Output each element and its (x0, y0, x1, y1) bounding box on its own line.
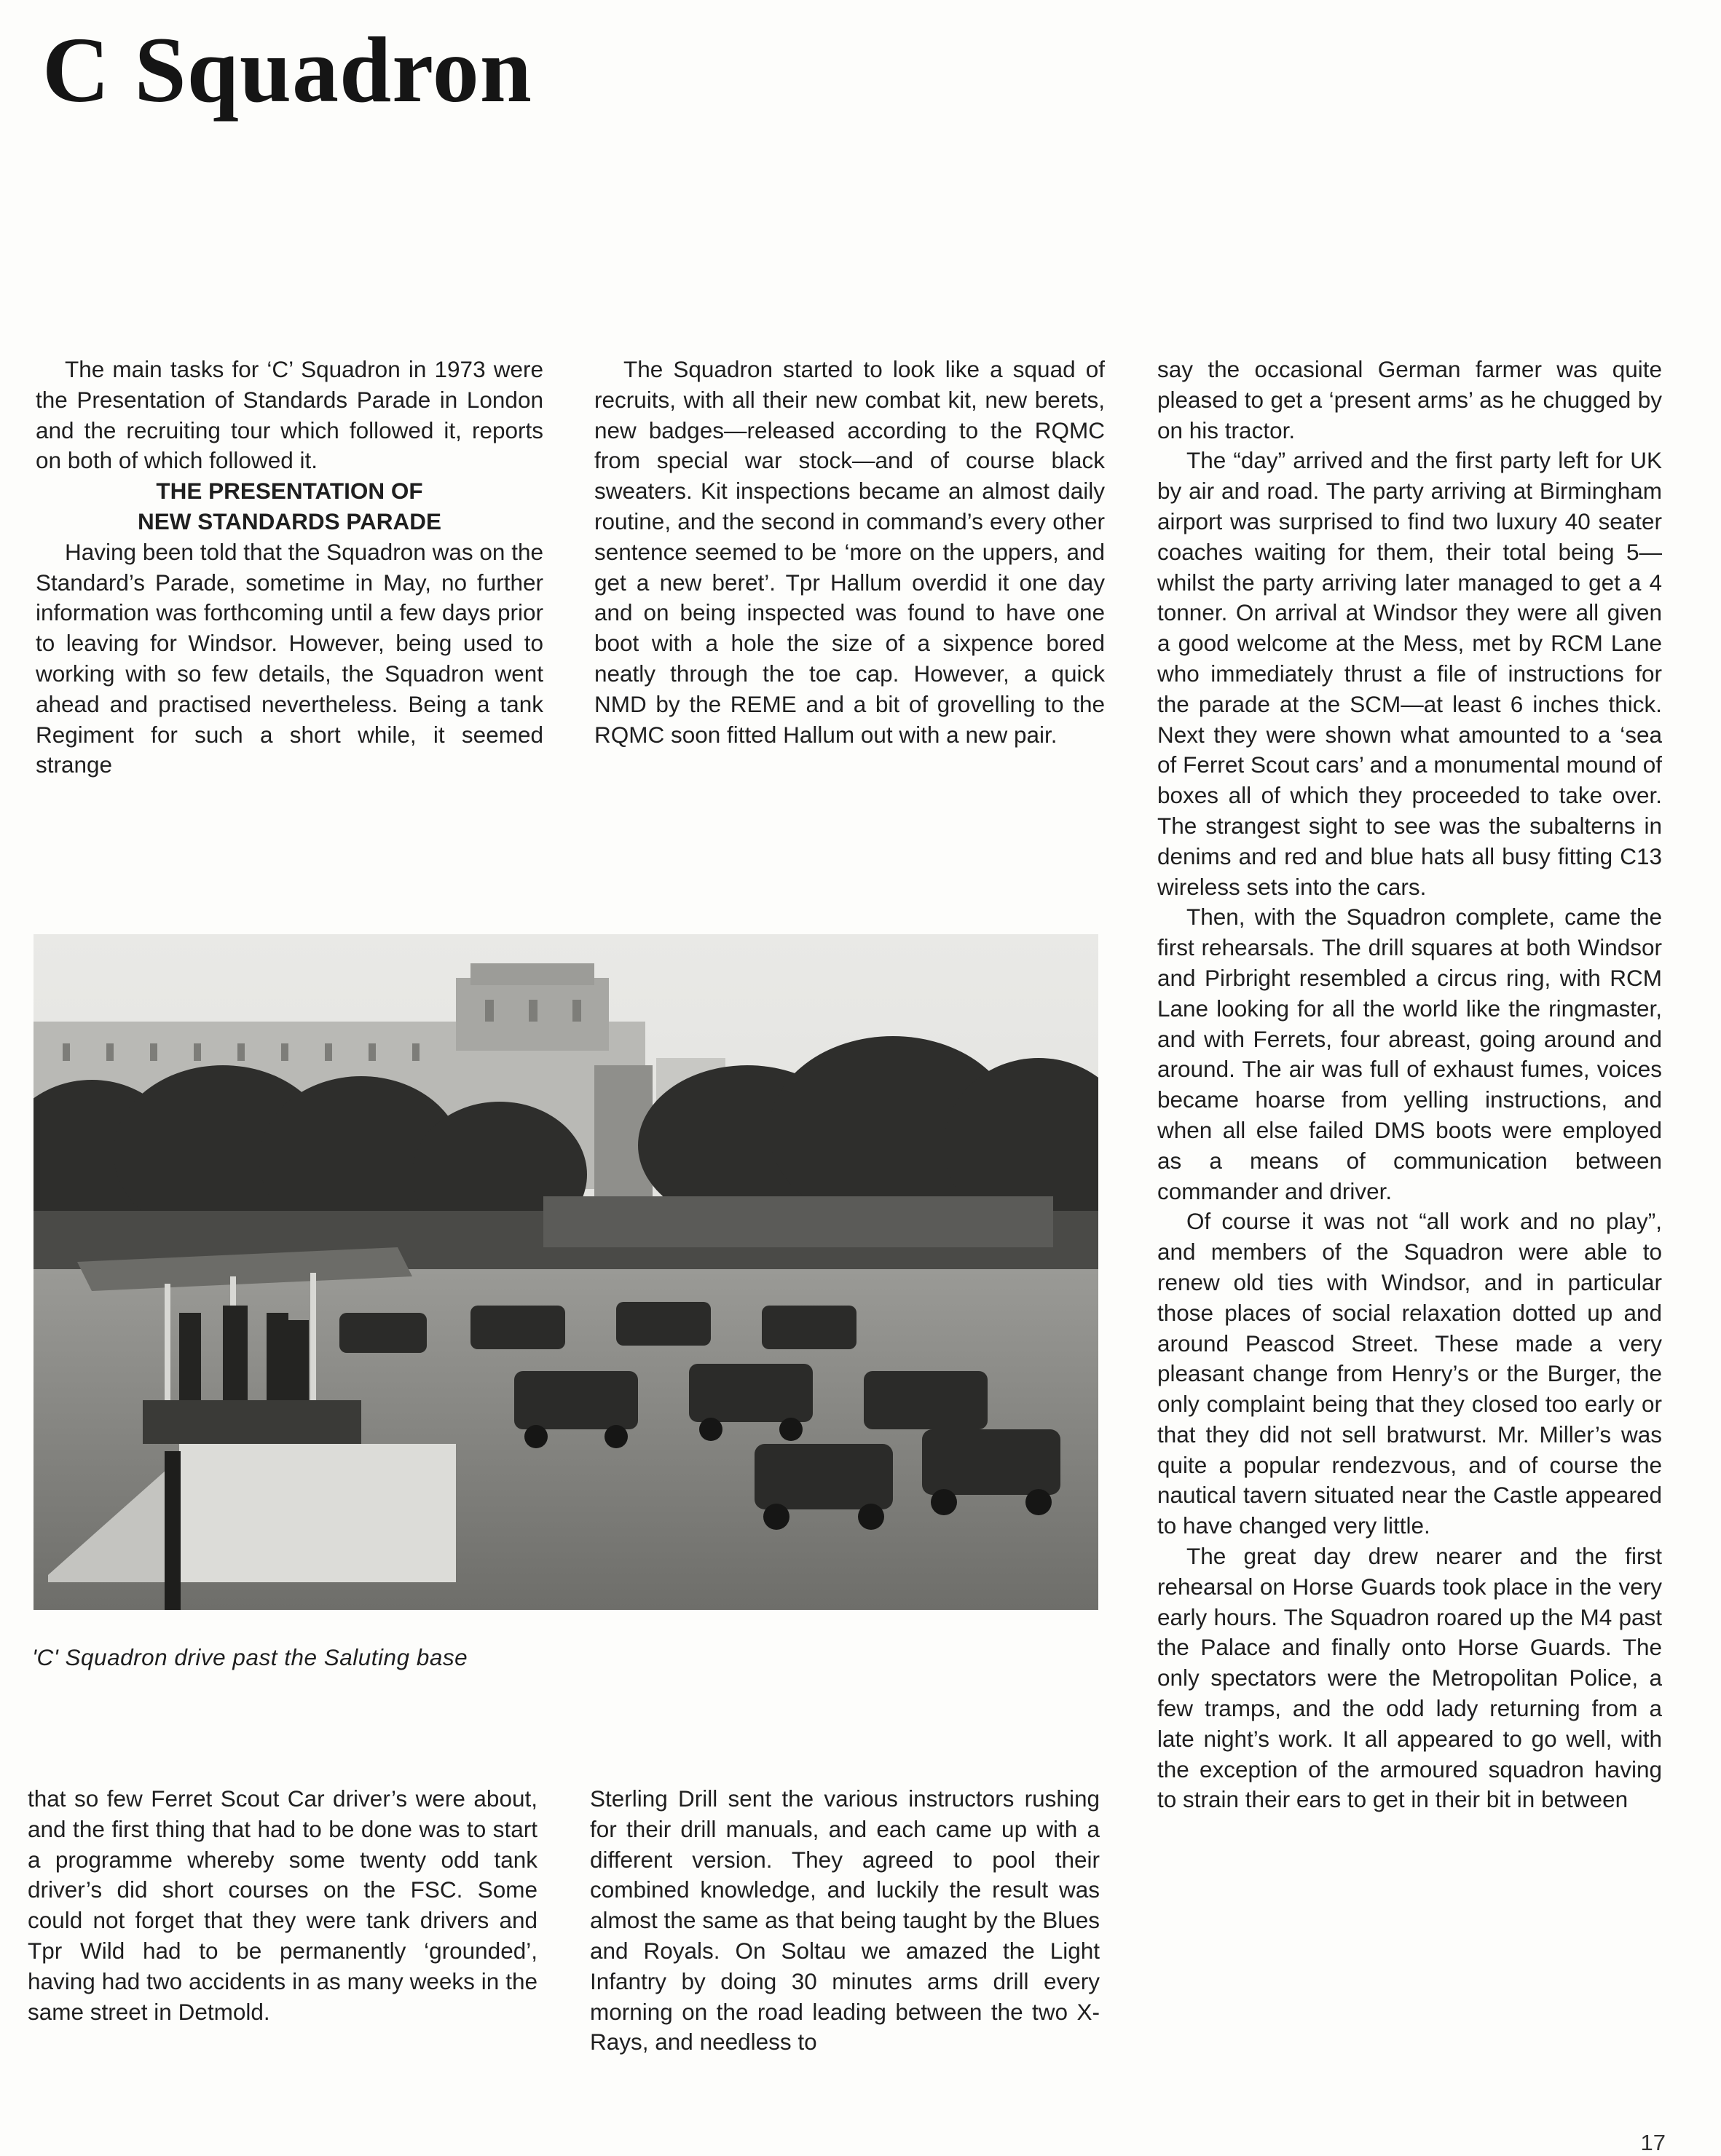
intro-paragraph: The main tasks for ‘C’ Squadron in 1973 were the Presentation of Standards Parade in London and the recruiting tour which followed it, reports on both of which followed it. (36, 356, 543, 474)
column-2 (594, 355, 1105, 750)
column-5 (590, 1784, 1100, 2058)
column-1 (36, 355, 543, 781)
paragraph: Then, with the Squadron complete, came the first rehearsals. The drill squares at both Windsor and Pirbright resembled a circus ring, with RCM Lane looking for all the world like the ringmaster, and with Ferrets, four abreast, going around and around. The air was full of exhaust fumes, voices became hoarse from yelling instructions, and when all else failed DMS boots were employed as a means of communication between commander and driver. (1157, 904, 1662, 1204)
section-heading-line-1: THE PRESENTATION OF (156, 478, 423, 505)
paragraph: The Squadron started to look like a squad of recruits, with all their new combat kit, new berets, new badges—released according to the RQMC from special war stock—and of course black sweaters. Kit inspections became an almost daily routine, and the second in command’s every other sentence seemed to be ‘more on the uppers, and get a new beret’. Tpr Hallum overdid it one day and on being inspected was found to have one boot with a hole the size of a sixpence bored neatly through the toe cap. However, a quick NMD by the REME and a bit of grovelling to the RQMC soon fitted Hallum out with a new pair. (594, 356, 1105, 748)
paragraph-continued: that so few Ferret Scout Car driver’s were about, and the first thing that had to be done was to start a programme whereby some twenty odd tank driver’s did short courses on the FSC. Some could not forget that they were tank drivers and Tpr Wild had to be permanently ‘grounded’, having had two accidents in as many weeks in the same street in Detmold. (28, 1785, 537, 2025)
paragraph-continued: Sterling Drill sent the various instructors rushing for their drill manuals, and each came up with a different version. They agreed to pool their combined knowledge, and luckily the result was almost the same as that being taught by the Blues and Royals. On Soltau we amazed the Light Infantry by doing 30 minutes arms drill every morning on the road leading between the two X-Rays, and needless to (590, 1785, 1100, 2056)
photo-caption: 'C' Squadron drive past the Saluting base (32, 1644, 468, 1670)
column-4 (28, 1784, 537, 2027)
page-number: 17 (1640, 2130, 1666, 2155)
paragraph: Of course it was not “all work and no play”, and members of the Squadron were able to renew old ties with Windsor, and in particular those places of social relaxation dotted up and around Peascod Street. These made a very pleasant change from Henry’s or the Burger, the only complaint being that they closed too early or that they did not sell bratwurst. Mr. Miller’s was quite a popular rendezvous, and of course the nautical tavern situated near the Castle appeared to have changed very little. (1157, 1208, 1662, 1539)
section-heading-line-2: NEW STANDARDS PARADE (137, 508, 442, 534)
section-heading (36, 476, 543, 537)
page-title: C Squadron (42, 18, 532, 122)
paragraph: The “day” arrived and the first party left for UK by air and road. The party arriving at Birmingham airport was surprised to find two luxury 40 seater coaches waiting for them, their total being 5—whilst the party arriving later managed to get a 4 tonner. On arrival at Windsor they were all given a good welcome at the Mess, met by RCM Lane who immediately thrust a file of instructions for the parade at the SCM—at least 6 inches thick. Next they were shown what amounted to a ‘sea of Ferret Scout cars’ and a monumental mound of boxes all of which they proceeded to take over. The strangest sight to see was the subalterns in denims and red and blue hats all busy fitting C13 wireless sets into the cars. (1157, 447, 1662, 900)
column-3 (1157, 355, 1662, 1815)
paragraph-continued: say the occasional German farmer was quite pleased to get a ‘present arms’ as he chugged by on his tractor. (1157, 356, 1662, 443)
parade-photo (34, 934, 1098, 1610)
paragraph: The great day drew nearer and the first rehearsal on Horse Guards took place in the very early hours. The Squadron roared up the M4 past the Palace and finally onto Horse Guards. The only spectators were the Metropolitan Police, a few tramps, and the odd lady returning from a late night’s work. It all appeared to go well, with the exception of the armoured squadron having to strain their ears to get in their bit in between (1157, 1543, 1662, 1813)
paragraph: Having been told that the Squadron was on the Standard’s Parade, sometime in May, no further information was forthcoming until a few days prior to leaving for Windsor. However, being used to working with so few details, the Squadron went ahead and practised nevertheless. Being a tank Regiment for such a short while, it seemed strange (36, 538, 543, 778)
